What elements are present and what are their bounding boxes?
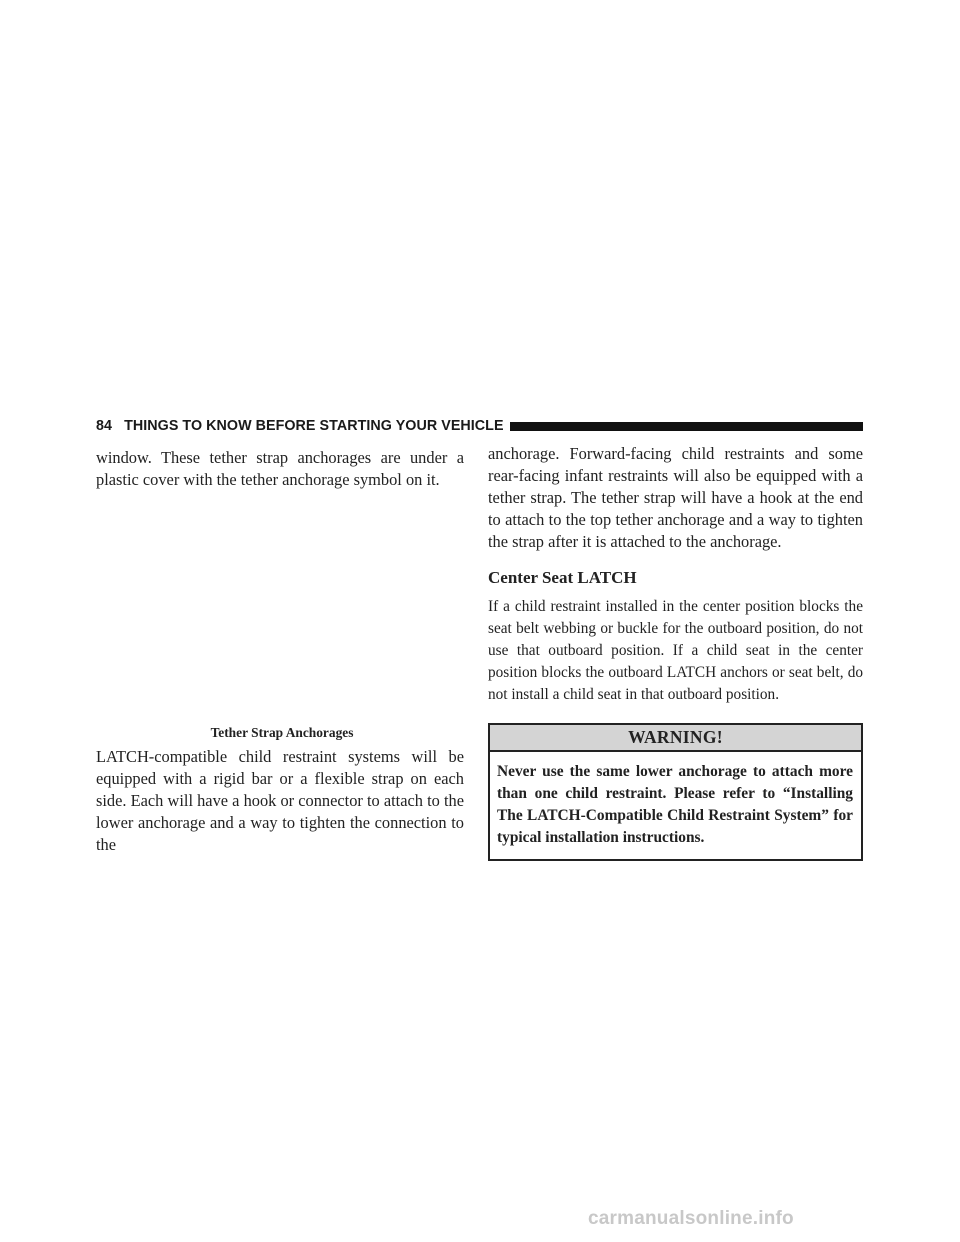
left-column (96, 447, 464, 856)
header-rule (510, 422, 863, 431)
page-header (96, 414, 863, 438)
tether-strap-figure (96, 491, 464, 724)
section-title: THINGS TO KNOW BEFORE STARTING YOUR VEHICLE (124, 418, 504, 434)
warning-body: Never use the same lower anchorage to attach more than one child restraint. Please refer to “Installing The LATCH-Compatible Child Restraint System” for typical installation instructions. (497, 763, 853, 846)
continuation-paragraph: anchorage. Forward-facing child restraints and some rear-facing infant restraints will also be equipped with a tether strap. The tether strap will have a hook at the end to attach to the top tether anchorage and a way to tighten the strap after it is attached to the anchorage. (488, 444, 863, 551)
center-seat-paragraph: If a child restraint installed in the center position blocks the seat belt webbing or buckle for the outboard position, do not use that outboard position. If a child seat in the center position blocks the outboard LATCH anchors or seat belt, do not install a child seat in that outboard position. (488, 598, 863, 703)
watermark: carmanualsonline.info (588, 1208, 794, 1229)
page-number: 84 (96, 418, 113, 434)
intro-paragraph: window. These tether strap anchorages are under a plastic cover with the tether anchorage symbol on it. (96, 448, 464, 489)
warning-title: WARNING! (490, 725, 861, 752)
page-header-text (96, 418, 504, 434)
figure-caption: Tether Strap Anchorages (210, 725, 354, 740)
section-heading: Center Seat LATCH (488, 568, 637, 587)
latch-paragraph: LATCH-compatible child restraint systems will be equipped with a rigid bar or a flexible strap on each side. Each will have a hook or connector to attach to the lower anchorage and a way to tighten the connection to the (96, 747, 464, 854)
warning-box (488, 723, 863, 861)
right-column (488, 443, 863, 861)
